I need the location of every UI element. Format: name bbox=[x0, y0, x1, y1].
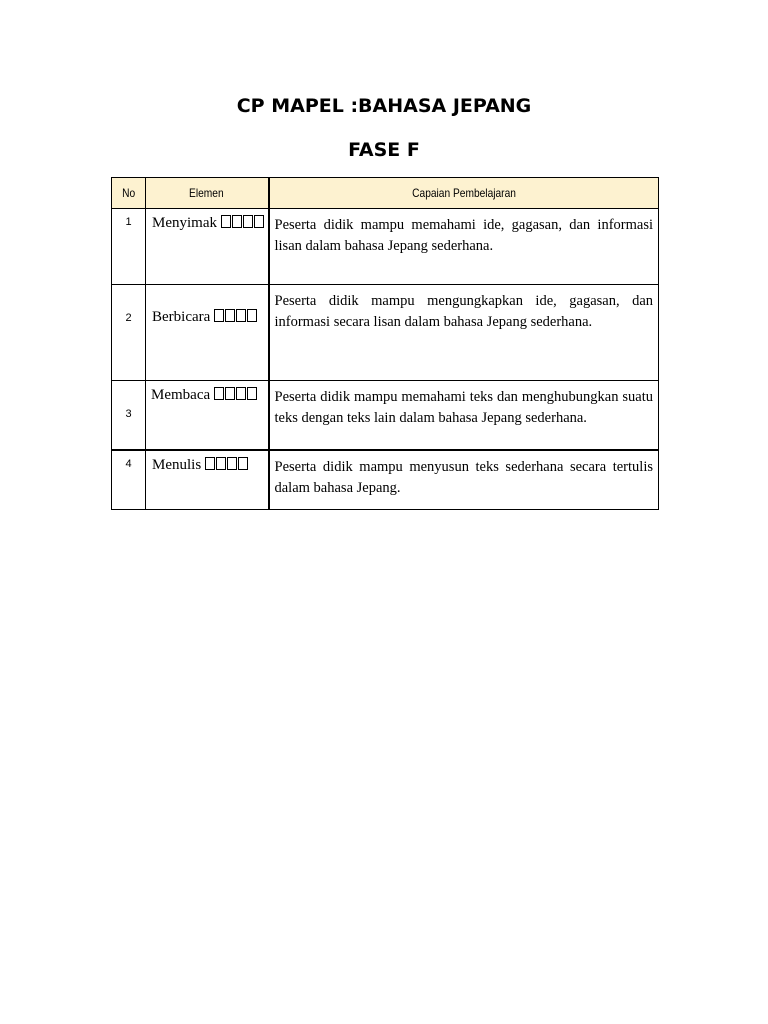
missing-glyph-icon bbox=[220, 215, 264, 231]
header-capaian: Capaian Pembelajaran bbox=[269, 178, 659, 209]
cp-table bbox=[111, 177, 659, 510]
capaian-cell: Peserta didik mampu mengungkapkan ide, gagasan, dan informasi secara lisan dalam bahasa Jepang sederhana. bbox=[269, 285, 659, 381]
row-number: 3 bbox=[112, 381, 146, 450]
header-no: No bbox=[112, 178, 146, 209]
elemen-cell bbox=[146, 209, 269, 285]
table-row bbox=[112, 381, 659, 450]
table-row bbox=[112, 285, 659, 381]
missing-glyph-icon bbox=[213, 309, 257, 325]
capaian-cell: Peserta didik mampu menyusun teks sederhana secara tertulis dalam bahasa Jepang. bbox=[269, 450, 659, 510]
table-row bbox=[112, 209, 659, 285]
page-subtitle: FASE F bbox=[348, 139, 420, 161]
missing-glyph-icon bbox=[213, 387, 257, 403]
elemen-label: Menulis bbox=[152, 456, 202, 473]
row-number: 4 bbox=[112, 450, 146, 510]
elemen-cell bbox=[146, 381, 269, 450]
capaian-cell: Peserta didik mampu memahami ide, gagasan, dan informasi lisan dalam bahasa Jepang sederhana. bbox=[269, 209, 659, 285]
row-number: 2 bbox=[112, 285, 146, 381]
elemen-cell bbox=[146, 450, 269, 510]
header-elemen: Elemen bbox=[146, 178, 269, 209]
page-title: CP MAPEL :BAHASA JEPANG bbox=[236, 95, 532, 117]
table-header-row bbox=[112, 178, 659, 209]
elemen-label: Membaca bbox=[151, 387, 211, 403]
elemen-cell bbox=[146, 285, 269, 381]
table-row bbox=[112, 450, 659, 510]
row-number: 1 bbox=[112, 209, 146, 285]
capaian-cell: Peserta didik mampu memahami teks dan menghubungkan suatu teks dengan teks lain dalam bahasa Jepang sederhana. bbox=[269, 381, 659, 450]
elemen-label: Menyimak bbox=[152, 215, 217, 231]
elemen-label: Berbicara bbox=[152, 309, 211, 325]
missing-glyph-icon bbox=[204, 457, 248, 473]
